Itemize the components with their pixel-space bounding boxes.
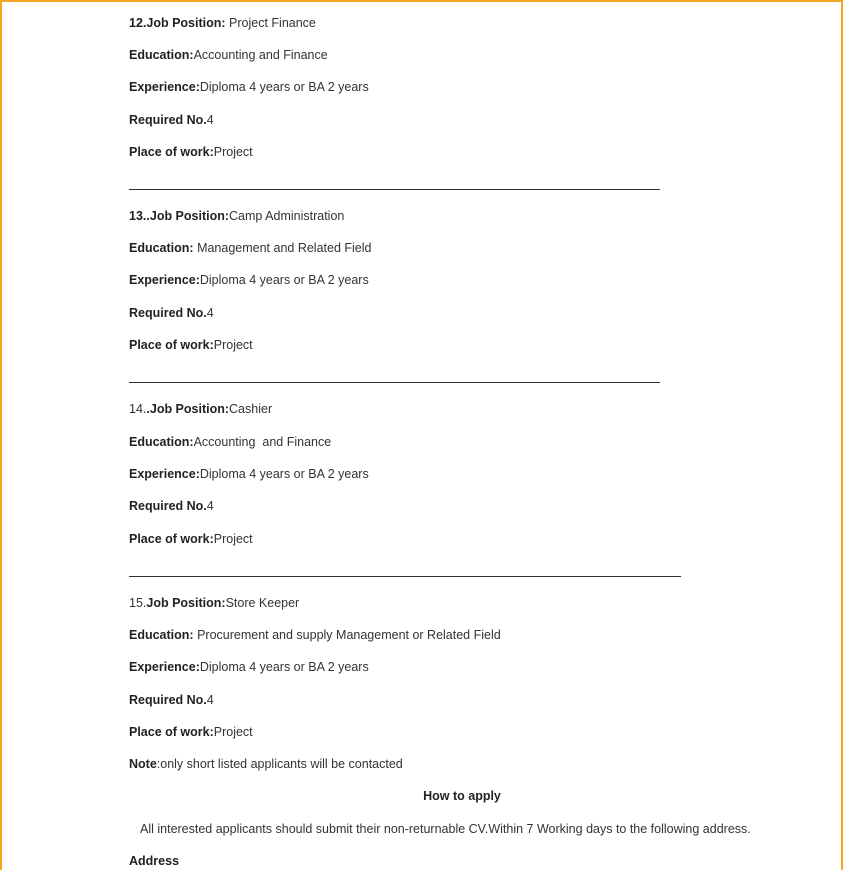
job-15-required: Required No.4 [129, 693, 214, 707]
job-14-education: Education:Accounting and Finance [129, 435, 332, 449]
job-14-position: 14..Job Position:Cashier [129, 402, 273, 416]
job-14-experience: Experience:Diploma 4 years or BA 2 years [129, 467, 369, 481]
job-13-place: Place of work:Project [129, 338, 253, 352]
job-15-experience: Experience:Diploma 4 years or BA 2 years [129, 660, 369, 674]
job-15-position: 15.Job Position:Store Keeper [129, 596, 300, 610]
job-12-required: Required No.4 [129, 113, 214, 127]
separator-line [129, 189, 660, 190]
separator-line [129, 382, 660, 383]
job-15-place: Place of work:Project [129, 725, 253, 739]
address-label: Address [129, 854, 180, 868]
separator-line [129, 576, 681, 577]
job-13-position: 13..Job Position:Camp Administration [129, 209, 345, 223]
job-12-experience: Experience:Diploma 4 years or BA 2 years [129, 80, 369, 94]
how-to-apply-heading: How to apply [423, 789, 501, 803]
how-to-apply-text: All interested applicants should submit their non-returnable CV.Within 7 Working days to the following address. [140, 822, 751, 836]
note-text: Note:only short listed applicants will be contacted [129, 757, 403, 771]
job-13-experience: Experience:Diploma 4 years or BA 2 years [129, 273, 369, 287]
job-12-position: 12.Job Position: Project Finance [129, 16, 316, 30]
job-13-education: Education: Management and Related Field [129, 241, 372, 255]
job-13-required: Required No.4 [129, 306, 214, 320]
job-15-education: Education: Procurement and supply Management or Related Field [129, 628, 501, 642]
job-14-place: Place of work:Project [129, 532, 253, 546]
job-12-education: Education:Accounting and Finance [129, 48, 328, 62]
job-12-place: Place of work:Project [129, 145, 253, 159]
job-14-required: Required No.4 [129, 499, 214, 513]
